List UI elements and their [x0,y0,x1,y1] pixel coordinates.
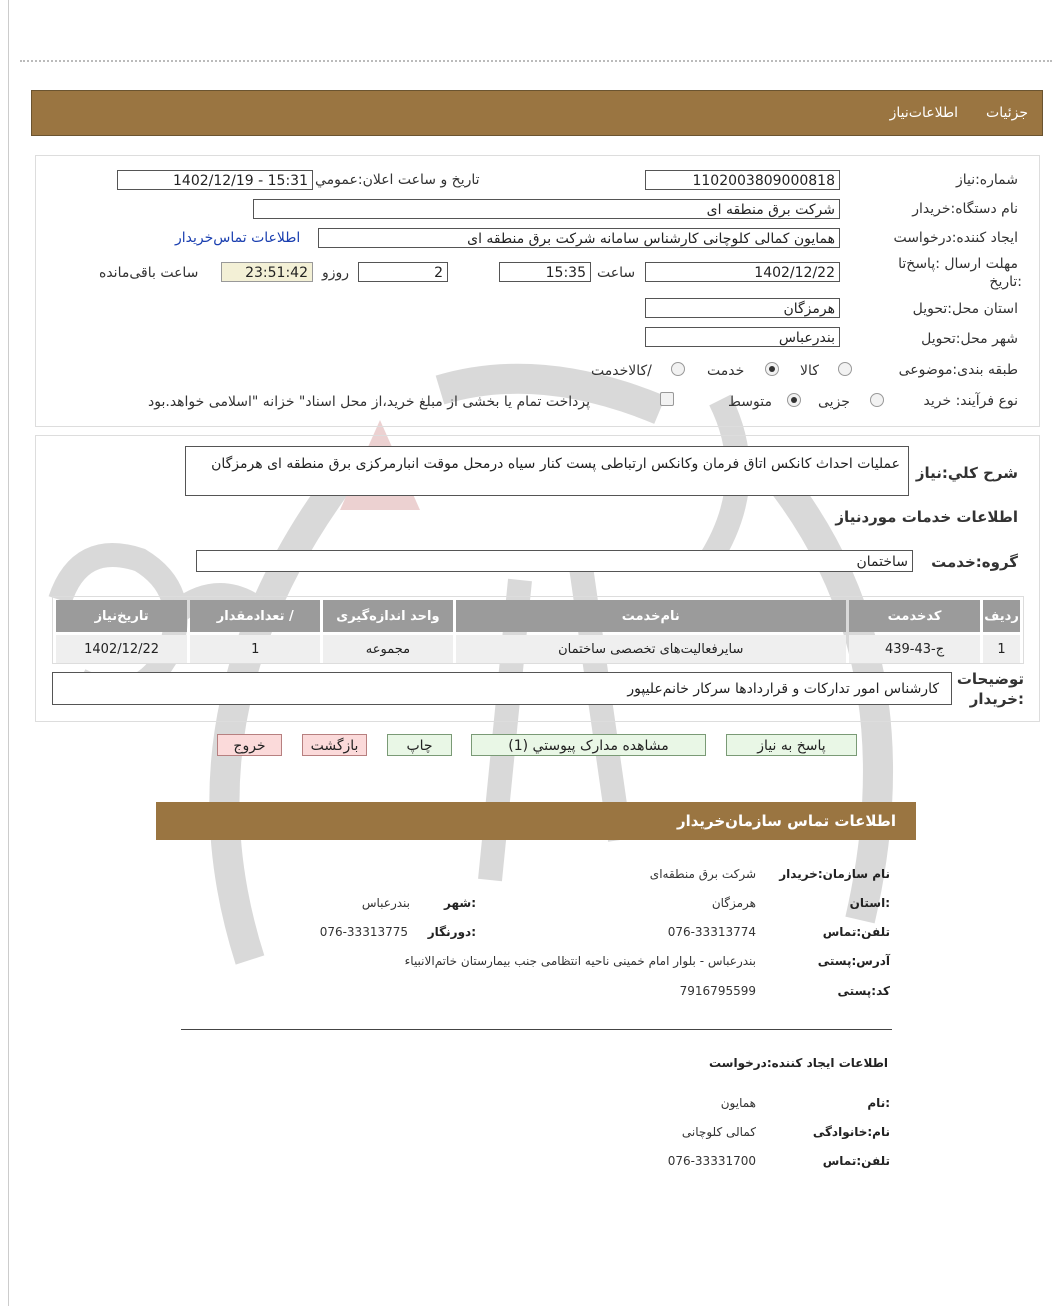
creator-label: ایجاد کننده:درخواست [893,230,1018,246]
col-date: تاریخ‌نیاز [56,600,187,632]
category-service-label: خدمت [707,363,745,379]
cell-qty: 1 [190,635,320,663]
fax-value: 076-33313775 [319,925,408,939]
deadline-time-label: ساعت [597,265,636,281]
buyer-contact-header [156,802,916,840]
treasury-text: پرداخت تمام یا بخشی از مبلغ خرید،از محل اسناد" خزانه "اسلامی خواهد.بود [148,394,591,410]
province-label: :استان [849,896,890,910]
remaining-time-field: 23:51:42 [221,262,313,282]
col-qty: / تعدادمقدار [190,600,320,632]
fax-label: :دورنگار [427,925,476,939]
postal-code-label: کد:پستی [837,984,890,998]
cell-date: 1402/12/22 [56,635,187,663]
col-unit: واحد اندازه‌گیری [323,600,452,632]
col-code: کدخدمت [849,600,980,632]
process-medium-label: متوسط [728,394,772,410]
deadline-label: مهلت ارسال :پاسخ‌تا [898,256,1018,272]
need-number-field: 1102003809000818 [645,170,840,190]
process-minor-label: جزیی [818,394,850,410]
deadline-date-field: 1402/12/22 [645,262,840,282]
buyer-notes-label-2: :خریدار [969,690,1024,708]
remaining-days-label: روزو [322,265,350,281]
announce-date-field: 1402/12/19 - 15:31 [117,170,313,190]
org-name-value: شرکت برق منطقه‌ای [649,867,756,881]
deadline-label-2: :تاریخ [989,274,1022,290]
creator-family-label: نام:خانوادگی [812,1125,890,1139]
category-goods-service-label: /کالاخدمت [591,363,652,379]
creator-family-value: کمالی کلوچانی [681,1125,756,1139]
remaining-days-field: 2 [358,262,448,282]
tab-details[interactable]: جزئیات [986,105,1028,121]
cell-code: ج-43-439 [849,635,980,663]
category-goods-label: کالا [800,363,819,379]
left-border-line [8,0,9,1306]
process-medium-radio[interactable] [787,393,801,407]
buyer-contact-title: اطلاعات تماس سازمان‌خریدار [676,812,896,830]
process-minor-radio[interactable] [870,393,884,407]
phone-label: تلفن:تماس [822,925,890,939]
print-button[interactable]: چاپ [387,734,452,756]
address-value: بندرعباس - بلوار امام خمینی ناحیه انتظامی جنب بیمارستان خاتم‌الانبیاء [404,954,756,968]
deadline-time-field: 15:35 [499,262,591,282]
need-info-panel [35,155,1040,427]
header-bar [31,90,1043,136]
treasury-checkbox[interactable] [660,392,674,406]
service-group-label: گروه:خدمت [931,553,1018,571]
buyer-contact-link[interactable]: اطلاعات تماس‌خریدار [175,230,301,246]
category-goods-service-radio[interactable] [671,362,685,376]
top-dotted-divider [20,60,1052,62]
creator-field: همایون کمالی کلوچانی کارشناس سامانه شرکت برق منطقه ای [318,228,840,248]
announce-date-label: تاريخ و ساعت اعلان:عمومي [315,172,480,188]
col-name: نام‌خدمت [456,600,846,632]
creator-name-label: :نام [867,1096,890,1110]
reply-button[interactable]: پاسخ به نیاز [726,734,857,756]
address-label: آدرس:پستی [817,954,890,968]
exit-button[interactable]: خروج [217,734,282,756]
services-title: اطلاعات خدمات موردنیاز [835,508,1018,526]
summary-text: عملیات احداث کانکس اتاق فرمان وکانکس ارتباطی پست کنار سیاه درمحل موقت انبارمرکزی برق منطقه ای هرمزگان [185,446,909,496]
contact-divider [181,1029,892,1030]
postal-code-value: 7916795599 [679,984,756,998]
org-name-label: نام سازمان:خریدار [779,867,890,881]
cell-unit: مجموعه [323,635,452,663]
service-group-field: ساختمان [196,550,913,572]
buyer-notes-label: توضیحات [956,670,1024,688]
tab-need-info[interactable]: اطلاعات‌نیاز [889,105,958,121]
buyer-notes-field: کارشناس امور تدارکات و قراردادها سرکار خانم‌علیپور [52,672,952,705]
delivery-province-field: هرمزگان [645,298,840,318]
services-table [53,597,1023,666]
table-row [56,635,1020,663]
cell-name: سایرفعالیت‌های تخصصی ساختمان [456,635,846,663]
city-value: بندرعباس [361,896,410,910]
process-type-label: نوع فرآیند: خرید [923,393,1018,409]
category-goods-radio[interactable] [838,362,852,376]
phone-value: 076-33313774 [667,925,756,939]
services-table-frame [52,596,1024,664]
creator-phone-label: تلفن:تماس [822,1154,890,1168]
creator-name-value: همایون [720,1096,756,1110]
creator-info-title: اطلاعات ایجاد کننده:درخواست [708,1056,888,1070]
need-number-label: شماره:نیاز [955,172,1018,188]
province-value: هرمزگان [711,896,756,910]
category-service-radio[interactable] [765,362,779,376]
buyer-org-field: شرکت برق منطقه ای [253,199,840,219]
buyer-org-label: نام دستگاه:خریدار [912,201,1018,217]
delivery-city-label: شهر محل:تحویل [921,331,1018,347]
category-label: طبقه بندی:موضوعی [898,362,1018,378]
summary-label: شرح کلي:نیاز [915,464,1018,482]
creator-phone-value: 076-33331700 [667,1154,756,1168]
delivery-province-label: استان محل:تحویل [912,301,1018,317]
delivery-city-field: بندرعباس [645,327,840,347]
col-row: ردیف [983,600,1020,632]
cell-row: 1 [983,635,1020,663]
back-button[interactable]: بازگشت [302,734,367,756]
remaining-time-label: ساعت باقی‌مانده [99,265,199,281]
view-documents-button[interactable]: مشاهده مدارک پیوستي (1) [471,734,706,756]
city-label: :شهر [444,896,476,910]
